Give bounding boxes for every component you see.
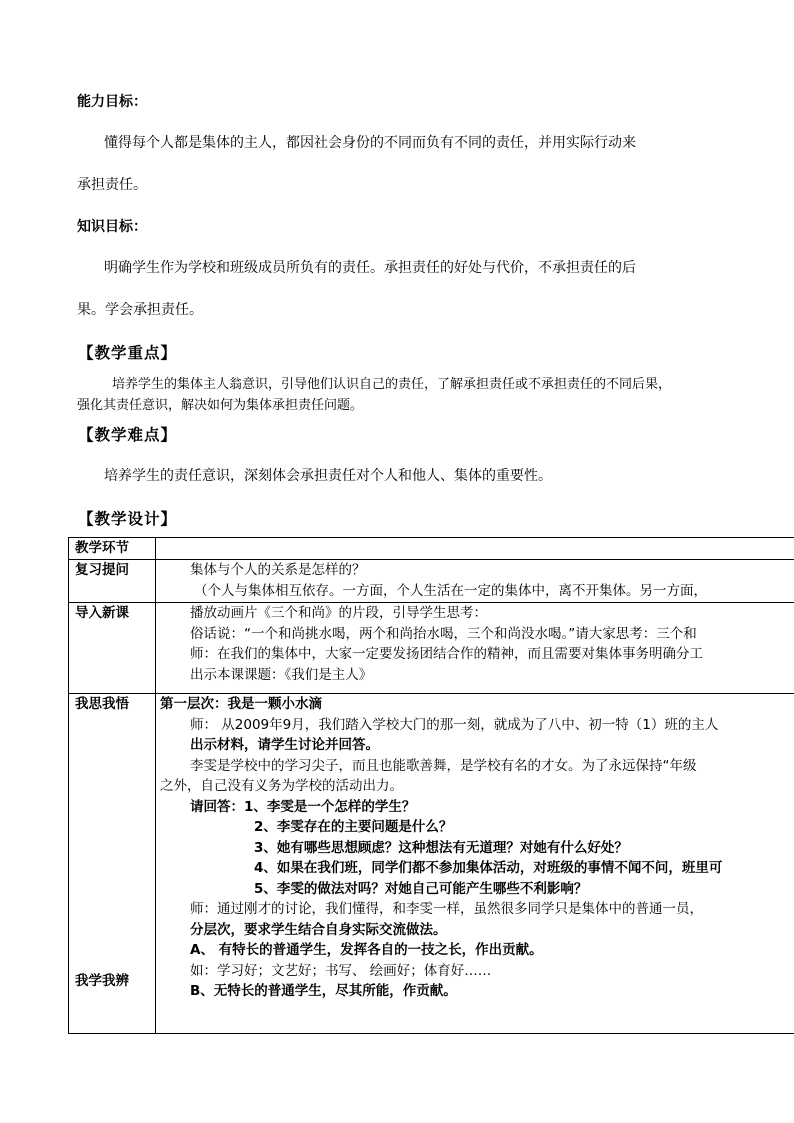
- ability-line-1: 懂得每个人都是集体的主人，都因社会身份的不同而负有不同的责任，并用实际行动来: [104, 135, 636, 151]
- intro-label: 导入新课: [75, 605, 129, 621]
- intro-row: [69, 603, 794, 694]
- teacher-line-1: 师： 从2009年9月，我们踏入学校大门的那一刻，就成为了八中、初一特（1）班的主人: [190, 716, 719, 733]
- header-label: 教学环节: [75, 540, 129, 556]
- level-1-heading: 第一层次：我是一颗小水滴: [160, 696, 322, 712]
- table-header-row: [69, 538, 794, 560]
- ability-line-2: 承担责任。: [77, 177, 147, 193]
- key-points-line-1: 培养学生的集体主人翁意识，引导他们认识自己的责任，了解承担责任或不承担责任的不同后果，: [112, 377, 672, 392]
- material-line: 出示材料，请学生讨论并回答。: [190, 737, 379, 753]
- question-1: 请回答：1、李雯是一个怎样的学生？: [190, 798, 416, 815]
- ability-heading: 能力目标：: [77, 94, 147, 110]
- intro-line-3: 师：在我们的集体中，大家一定要发扬团结合作的精神，而且需要对集体事务明确分工: [190, 646, 703, 662]
- story-line-2: 之外，自己没有义务为学校的活动出力。: [160, 778, 403, 794]
- intro-line-4: 出示本课课题：《我们是主人》: [190, 666, 373, 683]
- think-row: [69, 694, 794, 1034]
- question-4: 4、如果在我们班，同学们都不参加集体活动，对班级的事情不闻不问，班里可: [254, 860, 723, 876]
- knowledge-heading: 知识目标：: [77, 219, 147, 235]
- review-label: 复习提问: [75, 562, 129, 578]
- question-2: 2、李雯存在的主要问题是什么？: [254, 819, 453, 835]
- story-line-1: 李雯是学校中的学习尖子，而且也能歌善舞，是学校有名的才女。为了永远保持“年级: [190, 757, 697, 774]
- teacher-line-2: 师：通过刚才的讨论，我们懂得，和李雯一样，虽然很多同学只是集体中的普通一员，: [190, 901, 703, 917]
- knowledge-line-2: 果。学会承担责任。: [77, 302, 203, 318]
- think-label: 我思我悟: [75, 696, 129, 712]
- lesson-table: [68, 537, 794, 1034]
- review-line-1: 集体与个人的关系是怎样的？: [190, 562, 366, 578]
- difficulty-heading: 【教学难点】: [78, 426, 178, 444]
- design-heading: 【教学设计】: [78, 510, 178, 528]
- option-a: A、 有特长的普通学生，发挥各自的一技之长，作出贡献。: [190, 942, 543, 958]
- question-5: 5、李雯的做法对吗？对她自己可能产生哪些不利影响？: [254, 880, 588, 897]
- option-b: B、无特长的普通学生，尽其所能，作贡献。: [190, 983, 457, 999]
- knowledge-line-1: 明确学生作为学校和班级成员所负有的责任。承担责任的好处与代价，不承担责任的后: [104, 260, 636, 276]
- learn-label: 我学我辨: [75, 973, 129, 989]
- key-points-line-2: 强化其责任意识，解决如何为集体承担责任问题。: [77, 398, 364, 413]
- option-a-example: 如：学习好；文艺好；书写、 绘画好；体育好……: [190, 962, 492, 979]
- intro-line-2: 俗话说：“一个和尚挑水喝，两个和尚抬水喝，三个和尚没水喝。”请大家思考：三个和: [190, 625, 697, 642]
- difficulty-line-1: 培养学生的责任意识，深刻体会承担责任对个人和他人、集体的重要性。: [104, 468, 552, 484]
- review-line-2: （个人与集体相互依存。一方面，个人生活在一定的集体中，离不开集体。另一方面，: [194, 582, 707, 599]
- key-points-heading: 【教学重点】: [78, 344, 178, 362]
- question-3: 3、她有哪些思想顾虑？这种想法有无道理？对她有什么好处？: [254, 839, 628, 856]
- review-row: [69, 560, 794, 603]
- intro-line-1: 播放动画片《三个和尚》的片段，引导学生思考：: [190, 605, 487, 621]
- split-line: 分层次，要求学生结合自身实际交流做法。: [190, 921, 447, 938]
